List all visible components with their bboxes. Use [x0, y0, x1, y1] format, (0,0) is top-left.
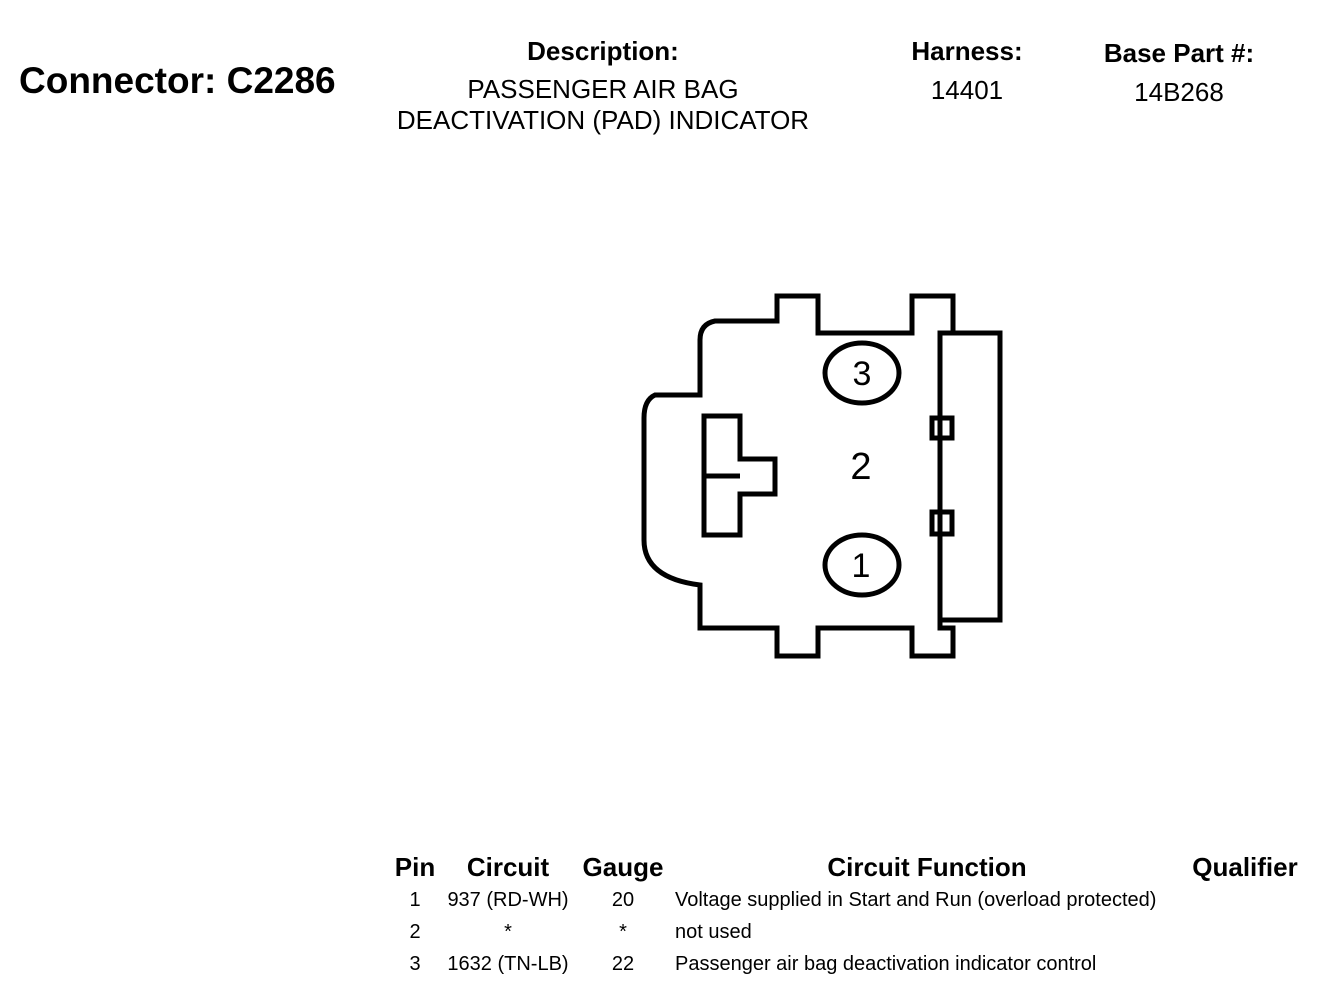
row-gauge: 22 [611, 953, 635, 975]
connector-title: Connector: C2286 [19, 60, 336, 101]
base-part-value: 14B268 [1134, 77, 1224, 107]
row-function: not used [675, 921, 752, 943]
description-label: Description: [527, 36, 679, 66]
header-circuit: Circuit [466, 852, 550, 882]
connector-housing-outline [644, 296, 953, 656]
row-gauge: * [619, 921, 627, 943]
row-gauge: 20 [611, 889, 635, 911]
description-line-1: PASSENGER AIR BAG [467, 74, 739, 104]
header-gauge: Gauge [582, 852, 664, 882]
header-qualifier: Qualifier [1192, 852, 1298, 882]
header-circuit-function: Circuit Function [827, 852, 1027, 882]
row-function: Passenger air bag deactivation indicator control [675, 953, 1097, 975]
base-part-label: Base Part #: [1103, 38, 1255, 68]
row-pin: 1 [409, 889, 421, 911]
row-circuit: * [504, 921, 512, 943]
row-circuit: 1632 (TN-LB) [447, 953, 569, 975]
row-pin: 3 [409, 953, 421, 975]
pin-2-label: 2 [850, 446, 872, 488]
pin-1-label: 1 [851, 547, 871, 585]
header-pin: Pin [394, 852, 436, 882]
row-function: Voltage supplied in Start and Run (overload protected) [675, 889, 1157, 911]
row-circuit: 937 (RD-WH) [447, 889, 569, 911]
connector-lock-tab [940, 333, 1000, 620]
harness-value: 14401 [930, 75, 1004, 105]
pin-3-label: 3 [852, 355, 872, 393]
harness-label: Harness: [911, 36, 1023, 66]
description-line-2: DEACTIVATION (PAD) INDICATOR [396, 105, 810, 135]
row-pin: 2 [409, 921, 421, 943]
